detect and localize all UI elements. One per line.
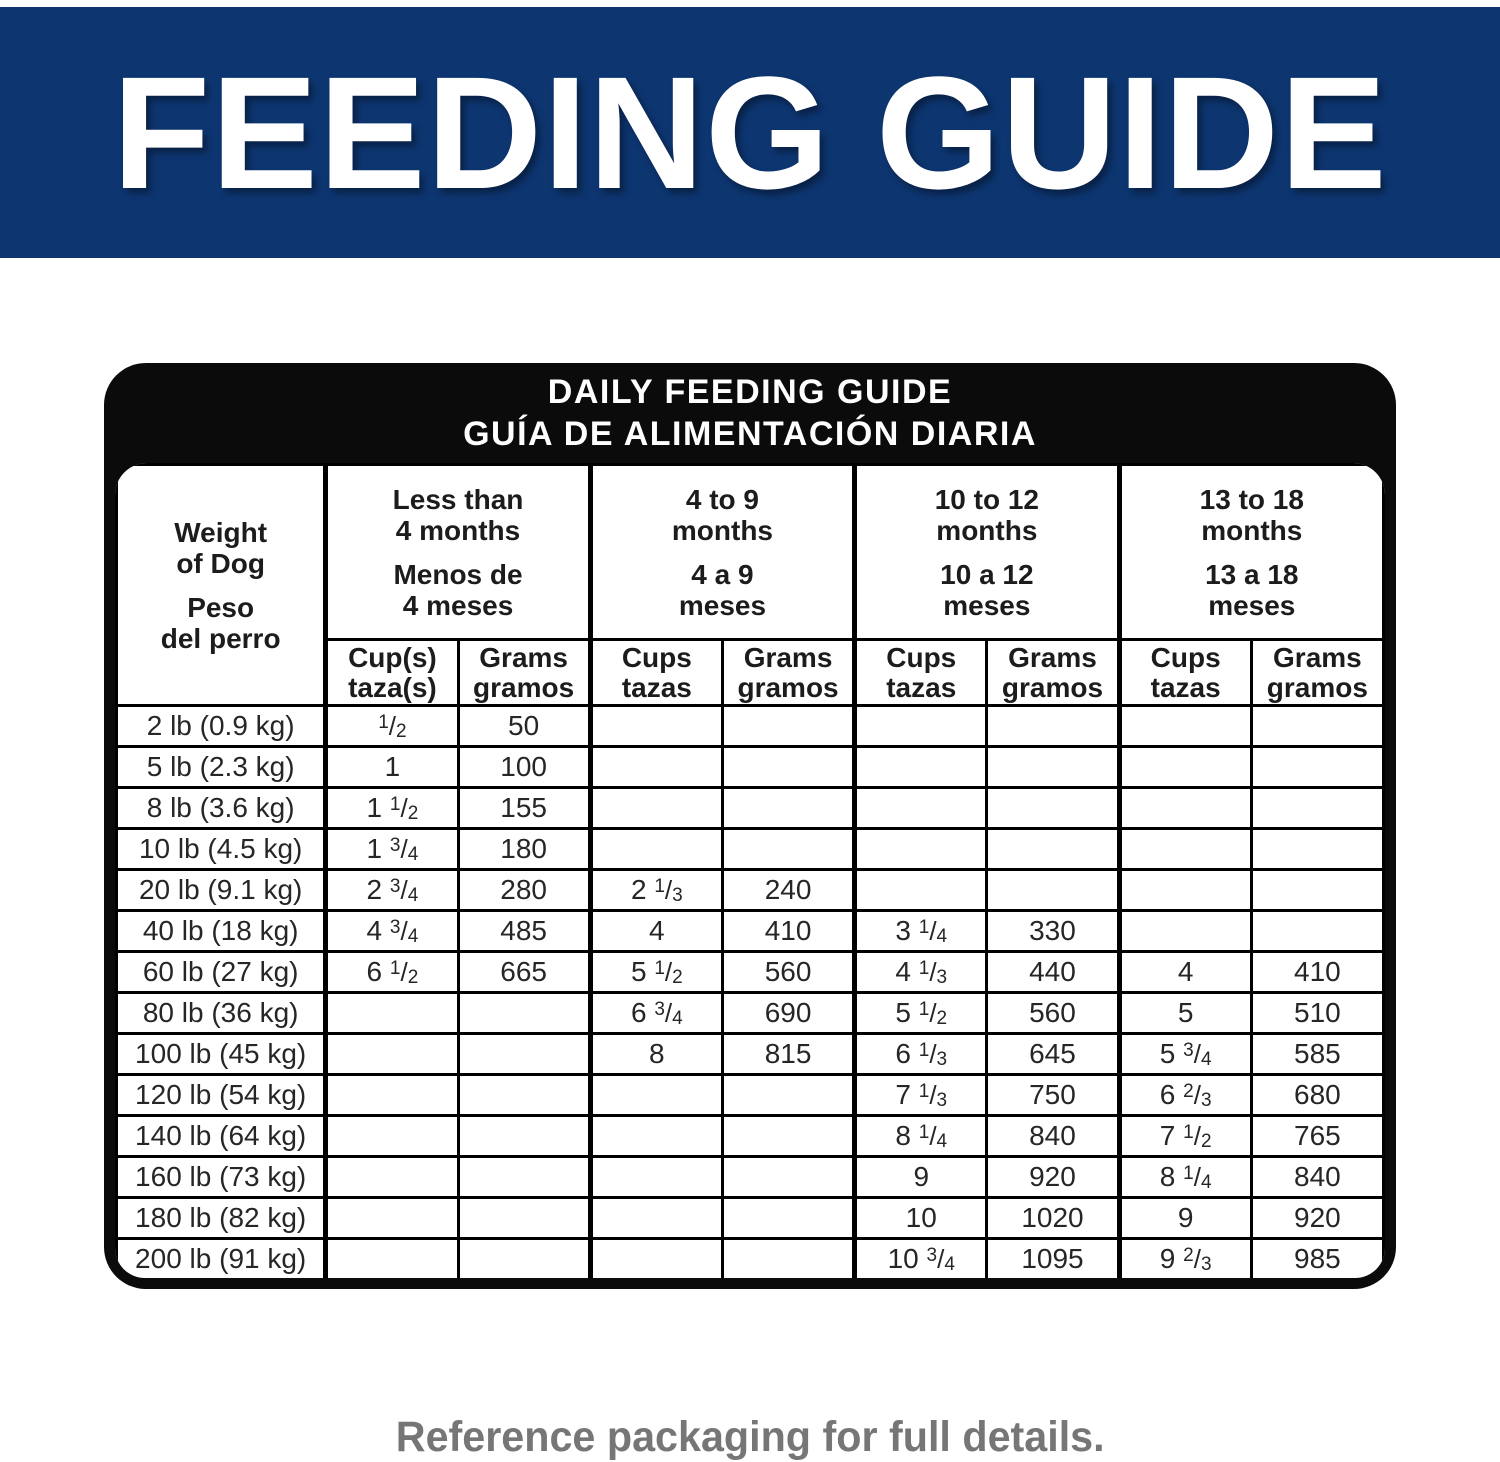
grams-cell: 240 bbox=[722, 870, 854, 911]
age-group-header: 10 to 12 months 10 a 12 meses bbox=[855, 465, 1119, 640]
table-row bbox=[117, 706, 1384, 747]
weight-header: Weight of Dog Peso del perro bbox=[117, 465, 326, 706]
grams-header: Grams gramos bbox=[1251, 640, 1383, 706]
grams-cell bbox=[458, 1157, 590, 1198]
cups-cell: 1 bbox=[326, 747, 458, 788]
grams-cell: 560 bbox=[987, 993, 1119, 1034]
cups-cell bbox=[590, 1157, 722, 1198]
cups-cell bbox=[326, 1198, 458, 1239]
footnote bbox=[0, 1413, 1500, 1462]
cups-cell bbox=[855, 870, 987, 911]
grams-cell: 1095 bbox=[987, 1239, 1119, 1279]
grams-cell bbox=[1251, 747, 1383, 788]
cups-cell bbox=[590, 1116, 722, 1157]
cups-cell: $^1$/2 bbox=[326, 706, 458, 747]
card-title-en: DAILY FEEDING GUIDE bbox=[547, 372, 953, 411]
cups-cell bbox=[326, 1116, 458, 1157]
table-row bbox=[117, 1116, 1384, 1157]
grams-cell: 680 bbox=[1251, 1075, 1383, 1116]
grams-cell: 280 bbox=[458, 870, 590, 911]
grams-cell bbox=[722, 829, 854, 870]
weight-cell: 160 lb (73 kg) bbox=[117, 1157, 326, 1198]
grams-cell: 50 bbox=[458, 706, 590, 747]
age-group-header: 13 to 18 months 13 a 18 meses bbox=[1119, 465, 1383, 640]
cups-cell: 1 $^1$/2 bbox=[326, 788, 458, 829]
grams-cell: 985 bbox=[1251, 1239, 1383, 1279]
cups-cell: 6 $^2$/3 bbox=[1119, 1075, 1251, 1116]
cups-cell: 6 $^1$/2 bbox=[326, 952, 458, 993]
grams-cell: 440 bbox=[987, 952, 1119, 993]
grams-cell: 665 bbox=[458, 952, 590, 993]
grams-cell: 840 bbox=[987, 1116, 1119, 1157]
cups-cell bbox=[590, 747, 722, 788]
grams-cell: 485 bbox=[458, 911, 590, 952]
cups-cell bbox=[590, 706, 722, 747]
grams-cell bbox=[987, 747, 1119, 788]
grams-cell: 765 bbox=[1251, 1116, 1383, 1157]
cups-cell: 2 $^3$/4 bbox=[326, 870, 458, 911]
table-row bbox=[117, 1157, 1384, 1198]
grams-cell bbox=[458, 1239, 590, 1279]
cups-cell: 1 $^3$/4 bbox=[326, 829, 458, 870]
grams-header: Grams gramos bbox=[987, 640, 1119, 706]
cups-cell bbox=[326, 1239, 458, 1279]
grams-header: Grams gramos bbox=[722, 640, 854, 706]
grams-cell bbox=[722, 1075, 854, 1116]
grams-cell: 510 bbox=[1251, 993, 1383, 1034]
grams-cell bbox=[722, 788, 854, 829]
age-group-header: 4 to 9 months 4 a 9 meses bbox=[590, 465, 854, 640]
grams-cell bbox=[987, 829, 1119, 870]
footnote-text: Reference packaging for full details. bbox=[395, 1413, 1105, 1461]
grams-cell bbox=[458, 1034, 590, 1075]
grams-cell: 410 bbox=[722, 911, 854, 952]
cups-cell: 8 $^1$/4 bbox=[1119, 1157, 1251, 1198]
table-body bbox=[117, 706, 1384, 1279]
weight-cell: 2 lb (0.9 kg) bbox=[117, 706, 326, 747]
cups-cell: 7 $^1$/2 bbox=[1119, 1116, 1251, 1157]
cups-cell bbox=[1119, 911, 1251, 952]
card-title-es: GUÍA DE ALIMENTACIÓN DIARIA bbox=[463, 415, 1037, 453]
cups-cell: 10 bbox=[855, 1198, 987, 1239]
weight-cell: 8 lb (3.6 kg) bbox=[117, 788, 326, 829]
banner bbox=[0, 7, 1500, 258]
grams-cell bbox=[458, 1075, 590, 1116]
feeding-table bbox=[115, 463, 1385, 1278]
table-row bbox=[117, 870, 1384, 911]
cups-cell bbox=[1119, 788, 1251, 829]
cups-cell bbox=[1119, 870, 1251, 911]
cups-cell: 9 $^2$/3 bbox=[1119, 1239, 1251, 1279]
cups-cell: 5 $^3$/4 bbox=[1119, 1034, 1251, 1075]
cups-cell: 8 $^1$/4 bbox=[855, 1116, 987, 1157]
cups-cell: 5 $^1$/2 bbox=[590, 952, 722, 993]
cups-cell bbox=[326, 1075, 458, 1116]
grams-cell: 1020 bbox=[987, 1198, 1119, 1239]
feeding-guide-card bbox=[104, 363, 1396, 1289]
grams-cell: 330 bbox=[987, 911, 1119, 952]
cups-cell: 7 $^1$/3 bbox=[855, 1075, 987, 1116]
grams-cell: 560 bbox=[722, 952, 854, 993]
weight-cell: 100 lb (45 kg) bbox=[117, 1034, 326, 1075]
cups-header: Cup(s) taza(s) bbox=[326, 640, 458, 706]
grams-cell bbox=[722, 1239, 854, 1279]
table-row bbox=[117, 829, 1384, 870]
grams-cell: 585 bbox=[1251, 1034, 1383, 1075]
cups-cell bbox=[1119, 747, 1251, 788]
grams-cell bbox=[1251, 829, 1383, 870]
cups-cell bbox=[326, 1034, 458, 1075]
cups-cell bbox=[855, 747, 987, 788]
weight-cell: 20 lb (9.1 kg) bbox=[117, 870, 326, 911]
cups-header: Cups tazas bbox=[1119, 640, 1251, 706]
cups-cell bbox=[1119, 706, 1251, 747]
cups-cell bbox=[1119, 829, 1251, 870]
grams-cell bbox=[458, 993, 590, 1034]
cups-cell: 5 $^1$/2 bbox=[855, 993, 987, 1034]
page-title: FEEDING GUIDE bbox=[112, 42, 1388, 222]
grams-header: Grams gramos bbox=[458, 640, 590, 706]
weight-cell: 10 lb (4.5 kg) bbox=[117, 829, 326, 870]
table-head bbox=[117, 465, 1384, 706]
grams-cell: 180 bbox=[458, 829, 590, 870]
grams-cell: 155 bbox=[458, 788, 590, 829]
cups-cell bbox=[590, 1239, 722, 1279]
cups-cell bbox=[590, 788, 722, 829]
grams-cell bbox=[722, 1157, 854, 1198]
cups-cell bbox=[590, 1075, 722, 1116]
grams-cell bbox=[1251, 870, 1383, 911]
grams-cell: 410 bbox=[1251, 952, 1383, 993]
grams-cell: 645 bbox=[987, 1034, 1119, 1075]
cups-cell bbox=[326, 993, 458, 1034]
cups-header: Cups tazas bbox=[855, 640, 987, 706]
grams-cell: 920 bbox=[1251, 1198, 1383, 1239]
grams-cell: 100 bbox=[458, 747, 590, 788]
cups-cell: 6 $^3$/4 bbox=[590, 993, 722, 1034]
cups-cell: 3 $^1$/4 bbox=[855, 911, 987, 952]
grams-cell bbox=[987, 788, 1119, 829]
grams-cell: 750 bbox=[987, 1075, 1119, 1116]
grams-cell bbox=[458, 1116, 590, 1157]
cups-cell bbox=[590, 1198, 722, 1239]
table-row bbox=[117, 1239, 1384, 1279]
grams-cell bbox=[1251, 706, 1383, 747]
table-row bbox=[117, 1034, 1384, 1075]
cups-cell: 4 bbox=[1119, 952, 1251, 993]
cups-cell bbox=[326, 1157, 458, 1198]
table-row bbox=[117, 911, 1384, 952]
weight-cell: 40 lb (18 kg) bbox=[117, 911, 326, 952]
cups-cell: 4 bbox=[590, 911, 722, 952]
grams-cell bbox=[1251, 788, 1383, 829]
weight-cell: 60 lb (27 kg) bbox=[117, 952, 326, 993]
grams-cell: 840 bbox=[1251, 1157, 1383, 1198]
cups-cell: 5 bbox=[1119, 993, 1251, 1034]
grams-cell: 690 bbox=[722, 993, 854, 1034]
table-row bbox=[117, 1198, 1384, 1239]
table-row bbox=[117, 1075, 1384, 1116]
weight-cell: 120 lb (54 kg) bbox=[117, 1075, 326, 1116]
grams-cell bbox=[1251, 911, 1383, 952]
table-row bbox=[117, 993, 1384, 1034]
grams-cell bbox=[722, 1116, 854, 1157]
grams-cell bbox=[987, 706, 1119, 747]
cups-cell: 8 bbox=[590, 1034, 722, 1075]
cups-cell bbox=[855, 829, 987, 870]
weight-cell: 140 lb (64 kg) bbox=[117, 1116, 326, 1157]
cups-cell: 2 $^1$/3 bbox=[590, 870, 722, 911]
cups-header: Cups tazas bbox=[590, 640, 722, 706]
grams-cell bbox=[987, 870, 1119, 911]
age-group-header: Less than 4 months Menos de 4 meses bbox=[326, 465, 590, 640]
table-row bbox=[117, 747, 1384, 788]
cups-cell: 6 $^1$/3 bbox=[855, 1034, 987, 1075]
card-body bbox=[115, 463, 1385, 1278]
cups-cell: 10 $^3$/4 bbox=[855, 1239, 987, 1279]
cups-cell: 4 $^1$/3 bbox=[855, 952, 987, 993]
cups-cell bbox=[855, 788, 987, 829]
cups-cell bbox=[590, 829, 722, 870]
grams-cell: 815 bbox=[722, 1034, 854, 1075]
cups-cell bbox=[855, 706, 987, 747]
grams-cell bbox=[722, 1198, 854, 1239]
weight-cell: 180 lb (82 kg) bbox=[117, 1198, 326, 1239]
weight-cell: 200 lb (91 kg) bbox=[117, 1239, 326, 1279]
cups-cell: 9 bbox=[855, 1157, 987, 1198]
cups-cell: 4 $^3$/4 bbox=[326, 911, 458, 952]
table-row bbox=[117, 788, 1384, 829]
grams-cell bbox=[722, 747, 854, 788]
table-row bbox=[117, 952, 1384, 993]
weight-cell: 80 lb (36 kg) bbox=[117, 993, 326, 1034]
card-title bbox=[115, 363, 1385, 463]
grams-cell bbox=[458, 1198, 590, 1239]
grams-cell bbox=[722, 706, 854, 747]
weight-cell: 5 lb (2.3 kg) bbox=[117, 747, 326, 788]
cups-cell: 9 bbox=[1119, 1198, 1251, 1239]
grams-cell: 920 bbox=[987, 1157, 1119, 1198]
